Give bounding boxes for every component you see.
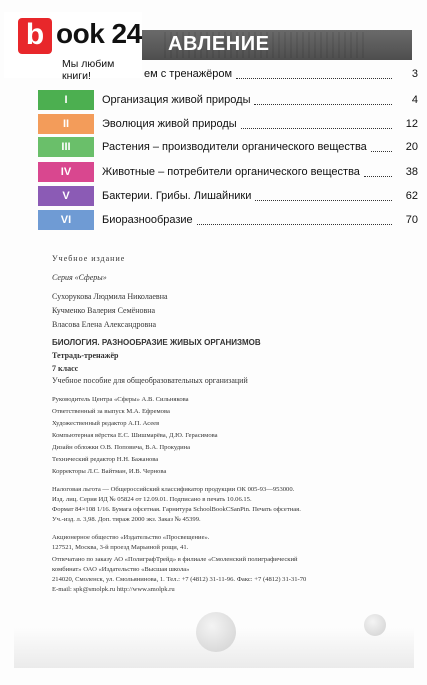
toc-page-number: 70: [405, 214, 418, 226]
toc-dot-leader: [255, 200, 392, 201]
toc-page-number: 20: [405, 141, 418, 153]
credit-line: Компьютерная вёрстка Е.С. Шишмарёва, Д.Ю. Герасимова: [52, 432, 218, 439]
technical-line: Формат 84×108 1/16. Бумага офсетная. Гарнитура SchoolBookCSanPin. Печать офсетная.: [52, 506, 301, 513]
contents-title: АВЛЕНИЕ: [168, 33, 270, 55]
chapter-number-badge: II: [38, 114, 94, 134]
credit-line: Художественный редактор А.П. Асеев: [52, 420, 160, 427]
printer-line: комбинат» ОАО «Издательство «Высшая школа»: [52, 566, 190, 573]
decorative-sphere: [364, 614, 386, 636]
toc-row-chapter-2[interactable]: [14, 114, 418, 134]
toc-dot-leader: [241, 128, 392, 129]
book-title: БИОЛОГИЯ. РАЗНООБРАЗИЕ ЖИВЫХ ОРГАНИЗМОВ: [52, 338, 261, 347]
toc-row-chapter-3[interactable]: [14, 137, 418, 157]
toc-dot-leader: [197, 224, 392, 225]
technical-line: Налоговая льгота — Общероссийский классификатор продукции ОК 005-93—953000.: [52, 486, 295, 493]
toc-dot-leader: [364, 176, 392, 177]
toc-label: ем с тренажёром: [144, 68, 233, 80]
toc-row-intro[interactable]: [14, 64, 418, 84]
logo-letter-b: b: [18, 18, 52, 54]
toc-label: Растения – производители органического вещества: [102, 141, 367, 153]
chapter-number-badge: V: [38, 186, 94, 206]
toc-label: Животные – потребители органического вещества: [102, 166, 360, 178]
chapter-number-badge: IV: [38, 162, 94, 182]
toc-page-number: 4: [411, 94, 418, 106]
credit-line: Руководитель Центра «Сферы» А.В. Сильнякова: [52, 396, 189, 403]
toc-dot-leader: [236, 78, 392, 79]
technical-line: Изд. лиц. Серия ИД № 05824 от 12.09.01. Подписано в печать 10.06.15.: [52, 496, 252, 503]
toc-row-chapter-1[interactable]: [14, 90, 418, 110]
toc-label: Организация живой природы: [102, 94, 251, 106]
toc-page-number: 3: [411, 68, 418, 80]
printer-line: 214020, Смоленск, ул. Смольянинова, 1. Тел.: +7 (4812) 31-11-96. Факс: +7 (4812) 31-31-70: [52, 576, 307, 583]
publisher-line: 127521, Москва, 3-й проезд Марьиной рощи, 41.: [52, 544, 189, 551]
toc-label: Эволюция живой природы: [102, 118, 237, 130]
toc-label: Биоразнообразие: [102, 214, 193, 226]
decorative-sphere: [196, 612, 236, 652]
author-name: Власова Елена Александровна: [52, 320, 157, 329]
publisher-line: Акционерное общество «Издательство «Просвещение».: [52, 534, 210, 541]
toc-dot-leader: [371, 151, 392, 152]
toc-page-number: 38: [405, 166, 418, 178]
printer-line: E-mail: spk@smolpk.ru http://www.smolpk.ru: [52, 586, 175, 593]
author-name: Кучменко Валерия Семёновна: [52, 306, 156, 315]
grade-label: 7 класс: [52, 364, 79, 373]
logo-name: ook 24: [56, 18, 142, 49]
logo-tagline: Мы любим книги!: [62, 58, 115, 82]
technical-line: Уч.-изд. л. 3,98. Доп. тираж 2000 экз. Заказ № 45399.: [52, 516, 201, 523]
author-name: Сухорукова Людмила Николаевна: [52, 292, 168, 301]
toc-dot-leader: [254, 104, 392, 105]
toc-label: Бактерии. Грибы. Лишайники: [102, 190, 252, 202]
book-subtitle: Тетрадь-тренажёр: [52, 351, 119, 360]
series-name: Серия «Сферы»: [52, 273, 107, 282]
credit-line: Ответственный за выпуск М.А. Ефремова: [52, 408, 170, 415]
credit-line: Технический редактор Н.Н. Бажанова: [52, 456, 159, 463]
printer-line: Отпечатано по заказу АО «ПолиграфТрейд» в филиале «Смоленский полиграфический: [52, 556, 298, 563]
book-purpose: Учебное пособие для общеобразовательных организаций: [52, 376, 248, 385]
chapter-number-badge: I: [38, 90, 94, 110]
toc-row-chapter-6[interactable]: [14, 210, 418, 230]
edition-type: Учебное издание: [52, 254, 126, 263]
credit-line: Дизайн обложки О.В. Поповича, В.А. Прокудина: [52, 444, 191, 451]
toc-page-number: 12: [405, 118, 418, 130]
chapter-number-badge: III: [38, 137, 94, 157]
toc-row-chapter-4[interactable]: [14, 162, 418, 182]
chapter-number-badge: VI: [38, 210, 94, 230]
toc-page-number: 62: [405, 190, 418, 202]
toc-row-chapter-5[interactable]: [14, 186, 418, 206]
credit-line: Корректоры Л.С. Вайтман, И.В. Чернова: [52, 468, 167, 475]
